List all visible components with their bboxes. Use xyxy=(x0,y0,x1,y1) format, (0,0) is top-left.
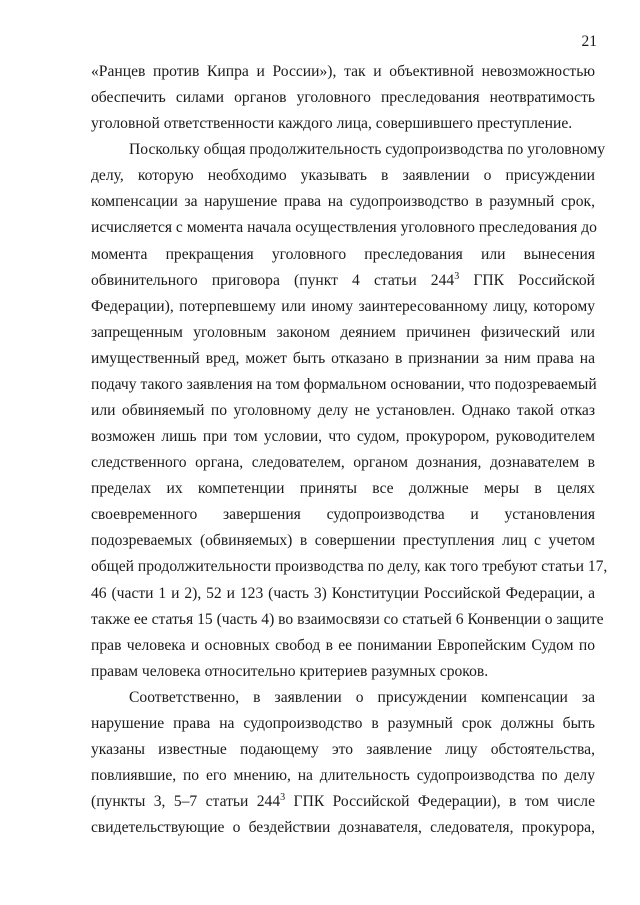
text-line: правам человека относительно критериев разумных сроков. xyxy=(91,662,489,680)
text-line: исчисляется с момента начала осуществления уголовного преследования до xyxy=(91,219,597,237)
text-line: момента прекращения уголовного преследования или вынесения xyxy=(91,245,595,263)
text-line xyxy=(91,789,595,815)
text-line: или обвиняемый по уголовному делу не установлен. Однако такой отказ xyxy=(91,402,595,420)
text-line: Соответственно, в заявлении о присуждении компенсации за xyxy=(129,688,595,706)
paragraph-2 xyxy=(91,137,608,685)
text-line: также ее статья 15 (часть 4) во взаимосвязи со статьей 6 Конвенции о защите xyxy=(91,610,604,628)
text-line: обеспечить силами органов уголовного преследования неотвратимость xyxy=(91,89,595,107)
text-line: пределах их компетенции приняты все должные меры в целях xyxy=(91,480,595,498)
text-line: Поскольку общая продолжительность судопроизводства по уголовному xyxy=(129,141,606,159)
superscript: 3 xyxy=(454,270,460,282)
text-fragment: (пункты 3, 5–7 статьи 244 xyxy=(91,793,281,811)
text-line: нарушение права на судопроизводство в разумный срок должны быть xyxy=(91,714,595,732)
text-line: делу, которую необходимо указывать в заявлении о присуждении xyxy=(91,167,595,185)
text-line: своевременного завершения судопроизводства и установления xyxy=(91,506,595,524)
text-line: прав человека и основных свобод в ее понимании Европейским Судом по xyxy=(91,636,595,654)
text-fragment: обвинительного приговора (пункт 4 статьи 244 xyxy=(91,271,455,289)
text-line: следственного органа, следователем, органом дознания, дознавателем в xyxy=(91,454,595,472)
superscript: 3 xyxy=(280,792,286,804)
text-line: «Ранцев против Кипра и России»), так и объективной невозможностью xyxy=(91,63,595,80)
page-number: 21 xyxy=(581,33,597,50)
text-line: указаны известные подающему это заявление лицу обстоятельства, xyxy=(91,741,595,759)
text-line: свидетельствующие о бездействии дознавателя, следователя, прокурора, xyxy=(91,819,595,837)
text-line: уголовной ответственности каждого лица, совершившего преступление. xyxy=(91,115,573,133)
text-fragment: ГПК Российской xyxy=(459,271,595,289)
text-line: имущественный вред, может быть отказано в признании за ним права на xyxy=(91,349,595,367)
text-line: 46 (части 1 и 2), 52 и 123 (часть 3) Конституции Российской Федерации, а xyxy=(91,584,595,602)
document-body xyxy=(91,59,608,841)
text-line: возможен лишь при том условии, что судом, прокурором, руководителем xyxy=(91,428,595,446)
paragraph-1 xyxy=(91,59,595,137)
text-line: Федерации), потерпевшему или иному заинтересованному лицу, которому xyxy=(91,297,595,315)
text-line: компенсации за нарушение права на судопроизводство в разумный срок, xyxy=(91,193,595,211)
text-line: общей продолжительности производства по делу, как того требуют статьи 17, xyxy=(91,558,608,576)
text-line: подозреваемых (обвиняемых) в совершении преступления лиц с учетом xyxy=(91,532,595,550)
text-fragment: ГПК Российской Федерации), в том числе xyxy=(285,793,595,811)
text-line: запрещенным уголовным законом деянием причинен физический или xyxy=(91,323,595,341)
text-line xyxy=(91,268,595,294)
paragraph-3 xyxy=(91,685,595,841)
text-line: повлиявшие, по его мнению, на длительность судопроизводства по делу xyxy=(91,767,595,785)
text-line: подачу такого заявления на том формальном основании, что подозреваемый xyxy=(91,375,597,393)
